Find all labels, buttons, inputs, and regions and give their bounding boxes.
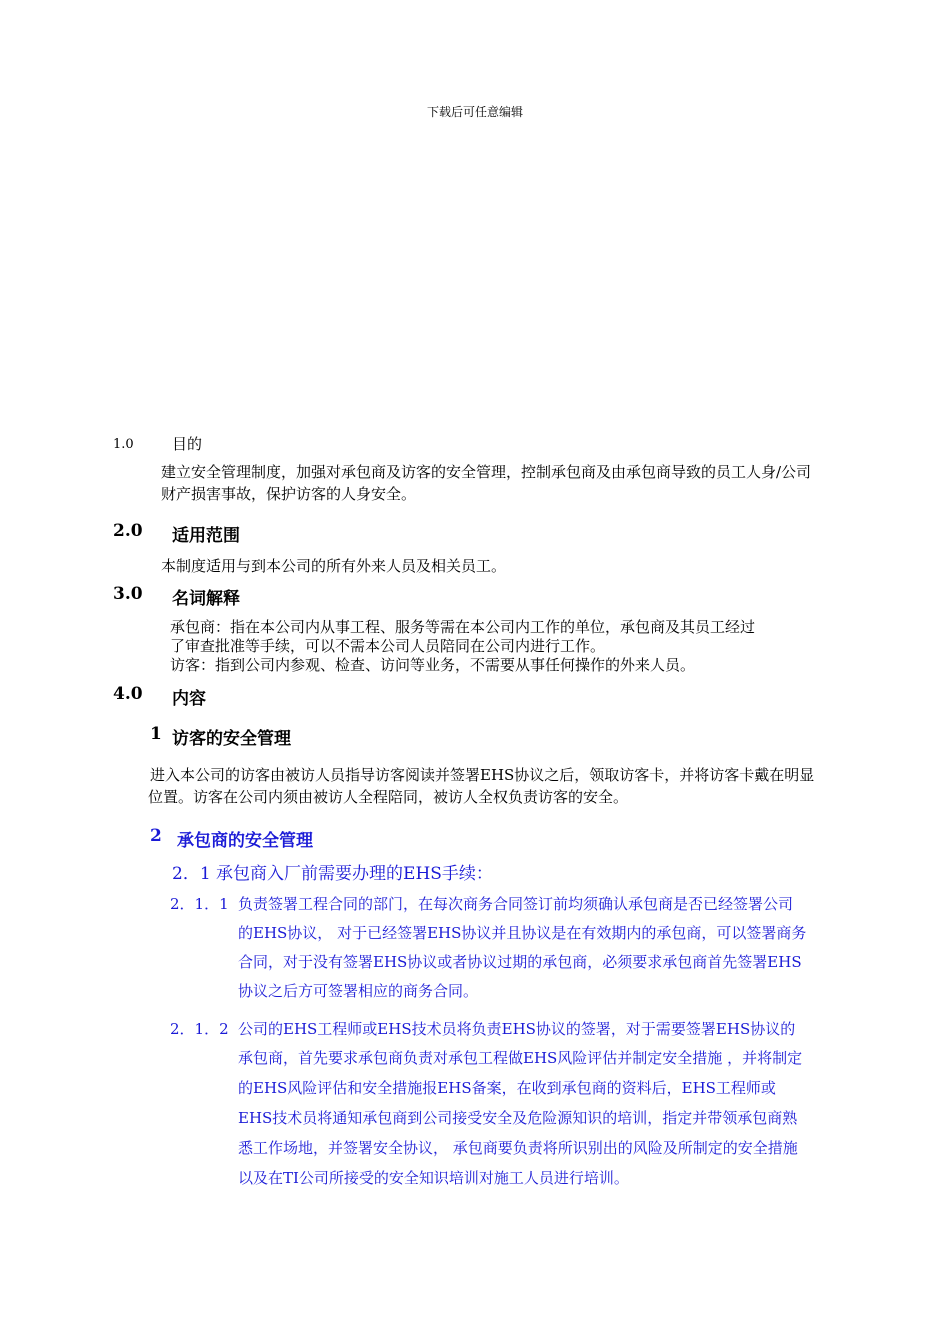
section-1-line-1: 建立安全管理制度，加强对承包商及访客的安全管理，控制承包商及由承包商导致的员工人身/公司 <box>161 463 812 481</box>
section-3-title: 名词解释 <box>172 589 240 609</box>
item-2-1-2-line-2: 承包商，首先要求承包商负责对承包工程做EHS风险评估并制定安全措施 ，并将制定 <box>238 1049 803 1067</box>
section-2-line-1: 本制度适用与到本公司的所有外来人员及相关员工。 <box>161 557 507 575</box>
item-2-1-2-line-1: 公司的EHS工程师或EHS技术员将负责EHS协议的签署，对于需要签署EHS协议的 <box>238 1020 796 1038</box>
page-header: 下载后可任意编辑 <box>426 105 523 119</box>
item-2-1-1-number: 2．1．1 <box>170 895 229 913</box>
section-3-line-2: 了审查批准等手续，可以不需本公司人员陪同在公司内进行工作。 <box>170 637 606 655</box>
item-2-1-2-number: 2．1．2 <box>170 1020 229 1038</box>
section-3-line-3: 访客：指到公司内参观、检查、访问等业务，不需要从事任何操作的外来人员。 <box>170 656 696 674</box>
section-4-number: 4.0 <box>113 684 143 704</box>
section-2-title: 适用范围 <box>172 526 240 546</box>
item-2-1-1-line-1: 负责签署工程合同的部门，在每次商务合同签订前均须确认承包商是否已经签署公司 <box>238 895 794 913</box>
subsection-1-line-1: 进入本公司的访客由被访人员指导访客阅读并签署EHS协议之后，领取访客卡，并将访客卡戴在明显 <box>150 766 815 784</box>
section-3-line-1: 承包商：指在本公司内从事工程、服务等需在本公司内工作的单位，承包商及其员工经过 <box>170 618 756 636</box>
item-2-1-1-line-2: 的EHS协议， 对于已经签署EHS协议并且协议是在有效期内的承包商，可以签署商务 <box>238 924 807 942</box>
section-1-line-2: 财产损害事故，保护访客的人身安全。 <box>161 485 417 503</box>
subsection-1-line-2: 位置。访客在公司内须由被访人全程陪同，被访人全权负责访客的安全。 <box>148 788 629 806</box>
item-2-1-2-line-4: EHS技术员将通知承包商到公司接受安全及危险源知识的培训，指定并带领承包商熟 <box>238 1109 798 1127</box>
section-1-number: 1.0 <box>113 437 134 452</box>
item-2-1-1-line-4: 协议之后方可签署相应的商务合同。 <box>238 982 479 1000</box>
item-2-1-1-line-3: 合同，对于没有签署EHS协议或者协议过期的承包商，必须要求承包商首先签署EHS <box>238 953 802 971</box>
subsection-2-number: 2 <box>150 826 162 846</box>
subsection-1-number: 1 <box>150 724 162 744</box>
section-3-number: 3.0 <box>113 584 143 604</box>
item-2-1-2-line-6: 以及在TI公司所接受的安全知识培训对施工人员进行培训。 <box>238 1169 629 1187</box>
subsection-1-title: 访客的安全管理 <box>172 729 291 749</box>
item-2-1-2-line-5: 悉工作场地，并签署安全协议， 承包商要负责将所识别出的风险及所制定的安全措施 <box>238 1139 798 1157</box>
section-4-title: 内容 <box>172 689 206 709</box>
subsection-2-title: 承包商的安全管理 <box>177 831 313 851</box>
subsection-2-1-heading: 2．1 承包商入厂前需要办理的EHS手续： <box>172 864 493 884</box>
item-2-1-2-line-3: 的EHS风险评估和安全措施报EHS备案，在收到承包商的资料后，EHS工程师或 <box>238 1079 776 1097</box>
section-1-title: 目的 <box>172 435 203 453</box>
section-2-number: 2.0 <box>113 521 143 541</box>
